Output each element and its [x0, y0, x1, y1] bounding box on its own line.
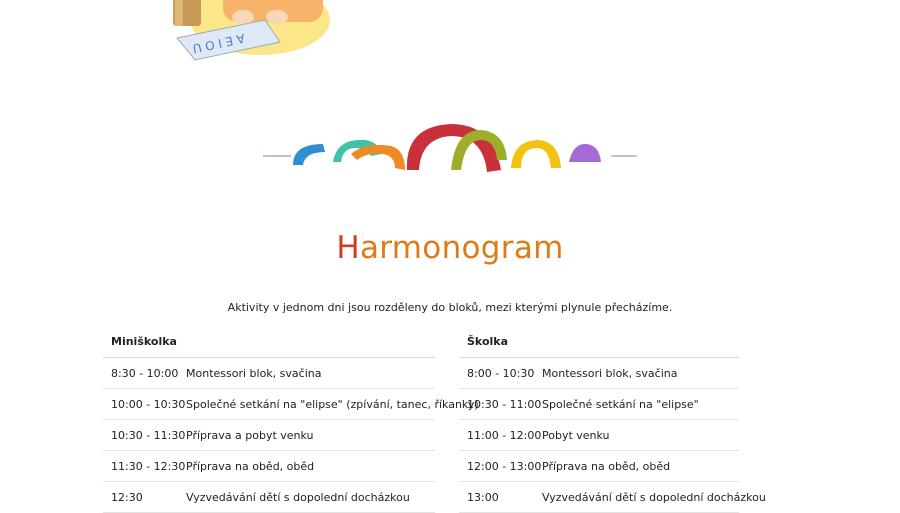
row-time: 13:00 [467, 490, 499, 504]
table-row [103, 482, 435, 513]
table-row [459, 358, 739, 389]
row-time: 8:00 - 10:30 [467, 366, 535, 380]
row-time: 10:00 - 10:30 [111, 397, 186, 411]
intro-text: Aktivity v jednom dni jsou rozděleny do bloků, mezi kterými plynule přecházíme. [227, 301, 673, 314]
svg-text:A E I O U: A E I O U [191, 30, 247, 56]
table-row [459, 482, 766, 513]
hero-illustration-area [0, 0, 900, 70]
row-time: 8:30 - 10:00 [111, 366, 179, 380]
table-row [103, 420, 435, 451]
table-row [103, 389, 479, 420]
row-time: 11:30 - 12:30 [111, 459, 186, 473]
row-activity: Pobyt venku [542, 428, 610, 442]
row-time: 12:00 - 13:00 [467, 459, 542, 473]
row-activity: Vyzvedávání dětí s dopolední docházkou [542, 490, 766, 504]
table-row [459, 389, 739, 420]
child-drawing-illustration [165, 0, 345, 70]
rainbow-arches-divider [255, 118, 645, 182]
schedule-table-skolka [459, 331, 766, 513]
row-activity: Vyzvedávání dětí s dopolední docházkou [186, 490, 410, 504]
table-row [103, 358, 435, 389]
page-title: Harmonogram [336, 230, 564, 266]
row-activity: Příprava na oběd, oběd [542, 459, 671, 473]
row-time: 11:00 - 12:00 [467, 428, 542, 442]
row-activity: Montessori blok, svačina [542, 366, 678, 380]
row-time: 10:30 - 11:00 [467, 397, 542, 411]
schedule-heading: Školka [459, 331, 739, 358]
schedule-table-miniskolka [103, 331, 479, 513]
row-activity: Společné setkání na "elipse" [542, 397, 699, 411]
row-time: 12:30 [111, 490, 143, 504]
row-activity: Příprava na oběd, oběd [186, 459, 315, 473]
row-activity: Společné setkání na "elipse" (zpívání, tanec, říkanky) [186, 397, 479, 411]
row-time: 10:30 - 11:30 [111, 428, 186, 442]
table-row [459, 420, 739, 451]
table-row [459, 451, 739, 482]
hero-caption [358, 0, 450, 1]
row-activity: Montessori blok, svačina [186, 366, 322, 380]
table-row [103, 451, 435, 482]
row-activity: Příprava a pobyt venku [186, 428, 314, 442]
schedule-heading: Miniškolka [103, 331, 435, 358]
